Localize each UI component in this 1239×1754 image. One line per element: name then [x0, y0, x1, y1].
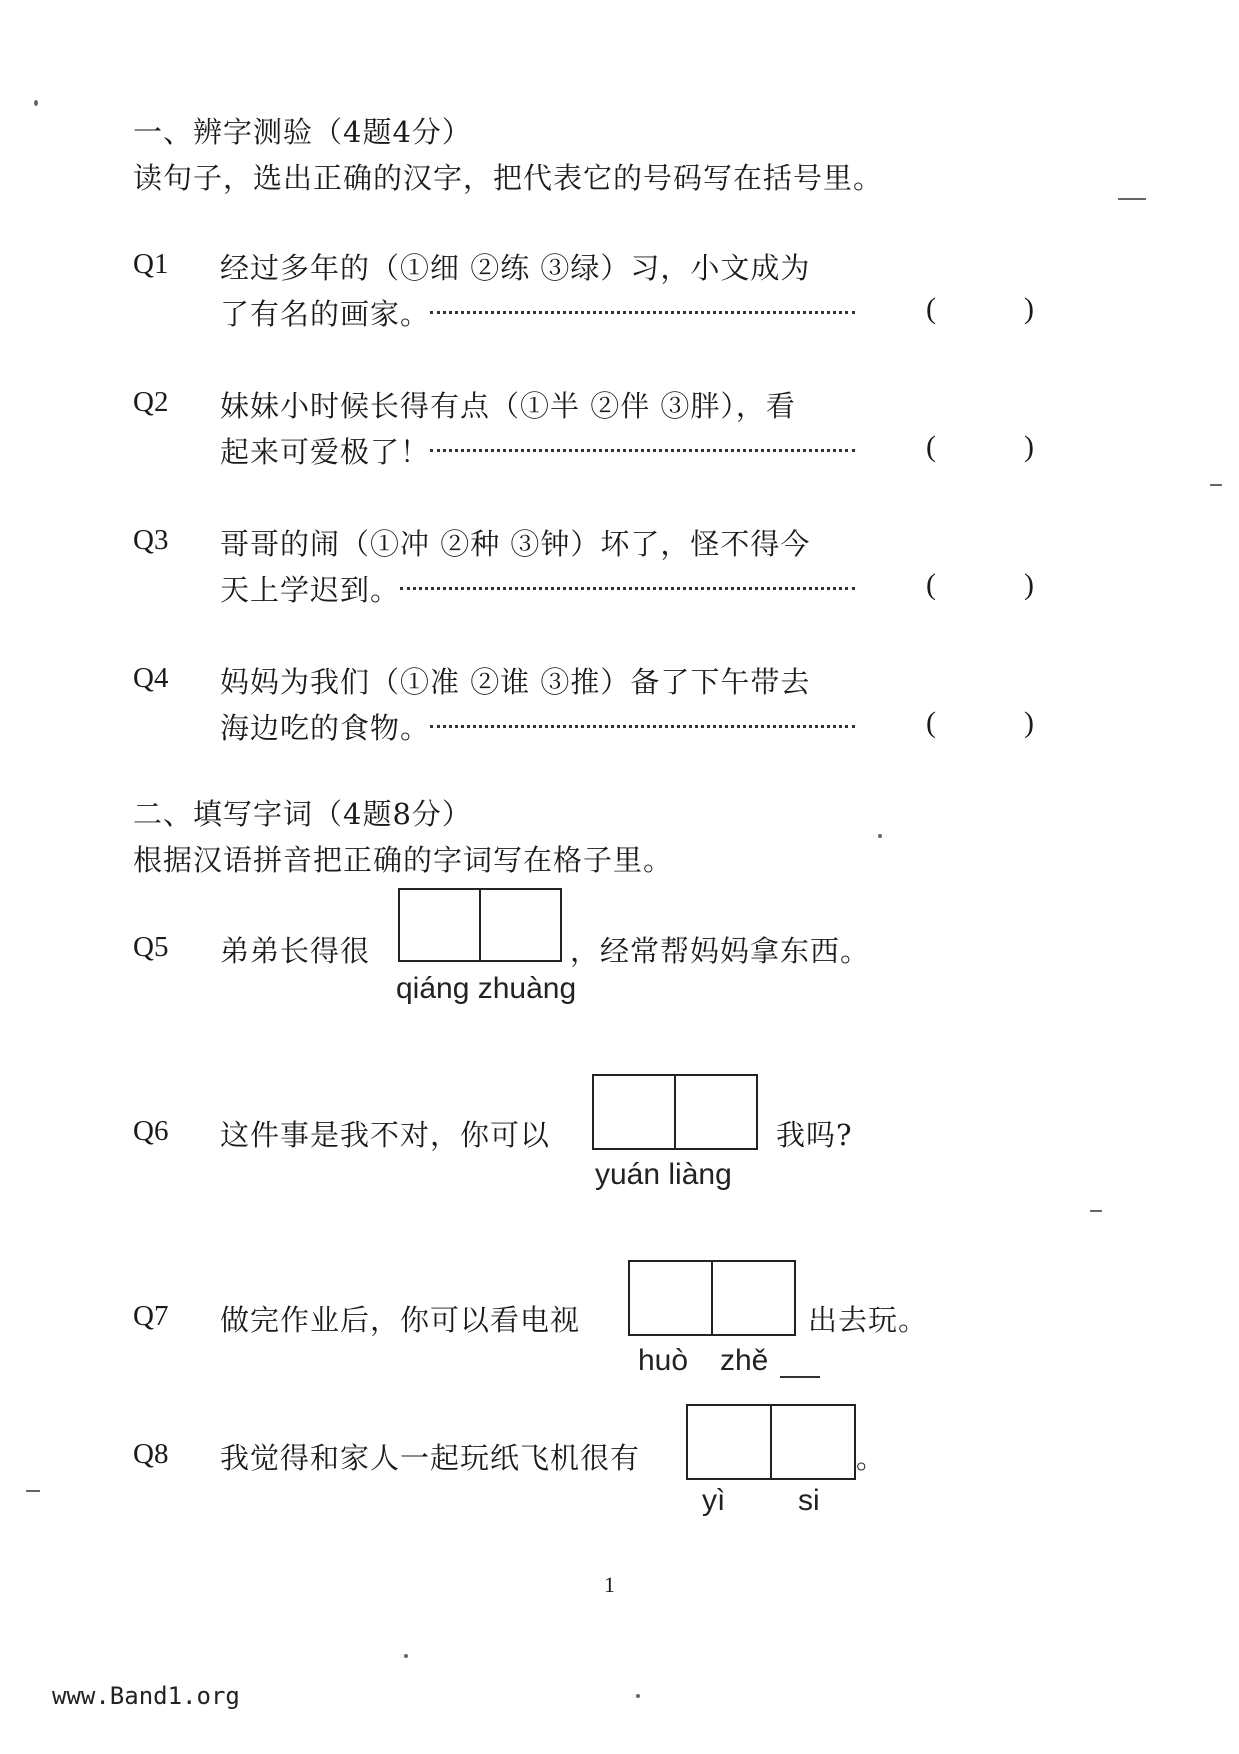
question-text-before: 这件事是我不对，你可以	[220, 1118, 551, 1152]
answer-grid[interactable]	[398, 888, 562, 962]
answer-close-paren: )	[1024, 292, 1034, 325]
question-text-after: 出去玩。	[808, 1303, 929, 1337]
answer-close-paren: )	[1024, 430, 1034, 463]
question-label: Q6	[133, 1115, 169, 1147]
scan-speck	[1210, 484, 1222, 486]
question-text-line1: 经过多年的（①细 ②练 ③绿）习，小文成为	[220, 251, 811, 285]
question-text: 起来可爱极了！	[220, 435, 431, 469]
question-label: Q2	[133, 386, 169, 418]
question-text-after: ，经常帮妈妈拿东西。	[570, 934, 871, 968]
question-label: Q8	[133, 1438, 169, 1470]
question-label: Q4	[133, 662, 169, 694]
answer-cell[interactable]	[400, 890, 481, 960]
question-text-after: 。	[856, 1441, 887, 1475]
question-text: 海边吃的食物。	[220, 711, 431, 745]
dotted-leader	[400, 587, 855, 590]
scan-speck	[34, 100, 38, 106]
pinyin-hint: huò	[638, 1344, 689, 1377]
question-text-line2	[220, 706, 855, 747]
answer-open-paren: (	[926, 568, 936, 601]
answer-close-paren: )	[1024, 568, 1034, 601]
question-text-line1: 妹妹小时候长得有点（①半 ②伴 ③胖），看	[220, 389, 796, 423]
footer-watermark: www.Band1.org	[52, 1682, 240, 1710]
answer-cell[interactable]	[594, 1076, 676, 1148]
scan-speck	[1090, 1210, 1102, 1212]
answer-grid[interactable]	[592, 1074, 758, 1150]
question-label: Q1	[133, 248, 169, 280]
scan-speck	[404, 1654, 408, 1658]
answer-blank[interactable]	[942, 430, 1022, 464]
dotted-leader	[430, 725, 855, 728]
answer-blank[interactable]	[942, 568, 1022, 602]
answer-grid[interactable]	[686, 1404, 856, 1480]
question-text: 天上学迟到。	[220, 573, 401, 607]
answer-cell[interactable]	[713, 1262, 794, 1334]
section2-instruction: 根据汉语拼音把正确的字词写在格子里。	[133, 843, 674, 877]
question-text-line1: 妈妈为我们（①准 ②谁 ③推）备了下午带去	[220, 665, 811, 699]
answer-cell[interactable]	[772, 1406, 854, 1478]
question-text-line2	[220, 292, 855, 333]
question-text-line2	[220, 430, 855, 471]
pinyin-underline	[780, 1376, 820, 1378]
answer-grid[interactable]	[628, 1260, 796, 1336]
question-text-after: 我吗?	[776, 1118, 853, 1152]
question-label: Q7	[133, 1300, 169, 1332]
question-label: Q5	[133, 931, 169, 963]
scan-speck	[26, 1490, 40, 1492]
dotted-leader	[430, 449, 855, 452]
pinyin-hint: si	[798, 1484, 820, 1517]
answer-open-paren: (	[926, 706, 936, 739]
answer-cell[interactable]	[688, 1406, 772, 1478]
section1-instruction: 读句子，选出正确的汉字，把代表它的号码写在括号里。	[133, 161, 884, 195]
answer-open-paren: (	[926, 430, 936, 463]
question-text: 了有名的画家。	[220, 297, 431, 331]
answer-blank[interactable]	[942, 706, 1022, 740]
pinyin-hint: qiáng zhuàng	[396, 972, 577, 1005]
answer-open-paren: (	[926, 292, 936, 325]
question-label: Q3	[133, 524, 169, 556]
question-text-before: 做完作业后，你可以看电视	[220, 1303, 581, 1337]
question-text-line1: 哥哥的闹（①冲 ②种 ③钟）坏了，怪不得今	[220, 527, 811, 561]
answer-cell[interactable]	[676, 1076, 756, 1148]
section1-title: 一、辨字测验（4题4分）	[133, 115, 472, 149]
question-text-line2	[220, 568, 855, 609]
pinyin-hint: zhě	[720, 1344, 769, 1377]
scan-speck	[636, 1694, 640, 1698]
question-text-before: 我觉得和家人一起玩纸飞机很有	[220, 1441, 641, 1475]
scan-speck	[1118, 198, 1146, 200]
answer-blank[interactable]	[942, 292, 1022, 326]
page-number: 1	[604, 1572, 615, 1597]
scan-speck	[878, 834, 882, 838]
section2-title: 二、填写字词（4题8分）	[133, 797, 472, 831]
answer-cell[interactable]	[630, 1262, 713, 1334]
dotted-leader	[430, 311, 855, 314]
question-text-before: 弟弟长得很	[220, 934, 371, 968]
pinyin-hint: yì	[702, 1484, 726, 1517]
answer-cell[interactable]	[481, 890, 560, 960]
pinyin-hint: yuán liàng	[595, 1158, 732, 1191]
answer-close-paren: )	[1024, 706, 1034, 739]
